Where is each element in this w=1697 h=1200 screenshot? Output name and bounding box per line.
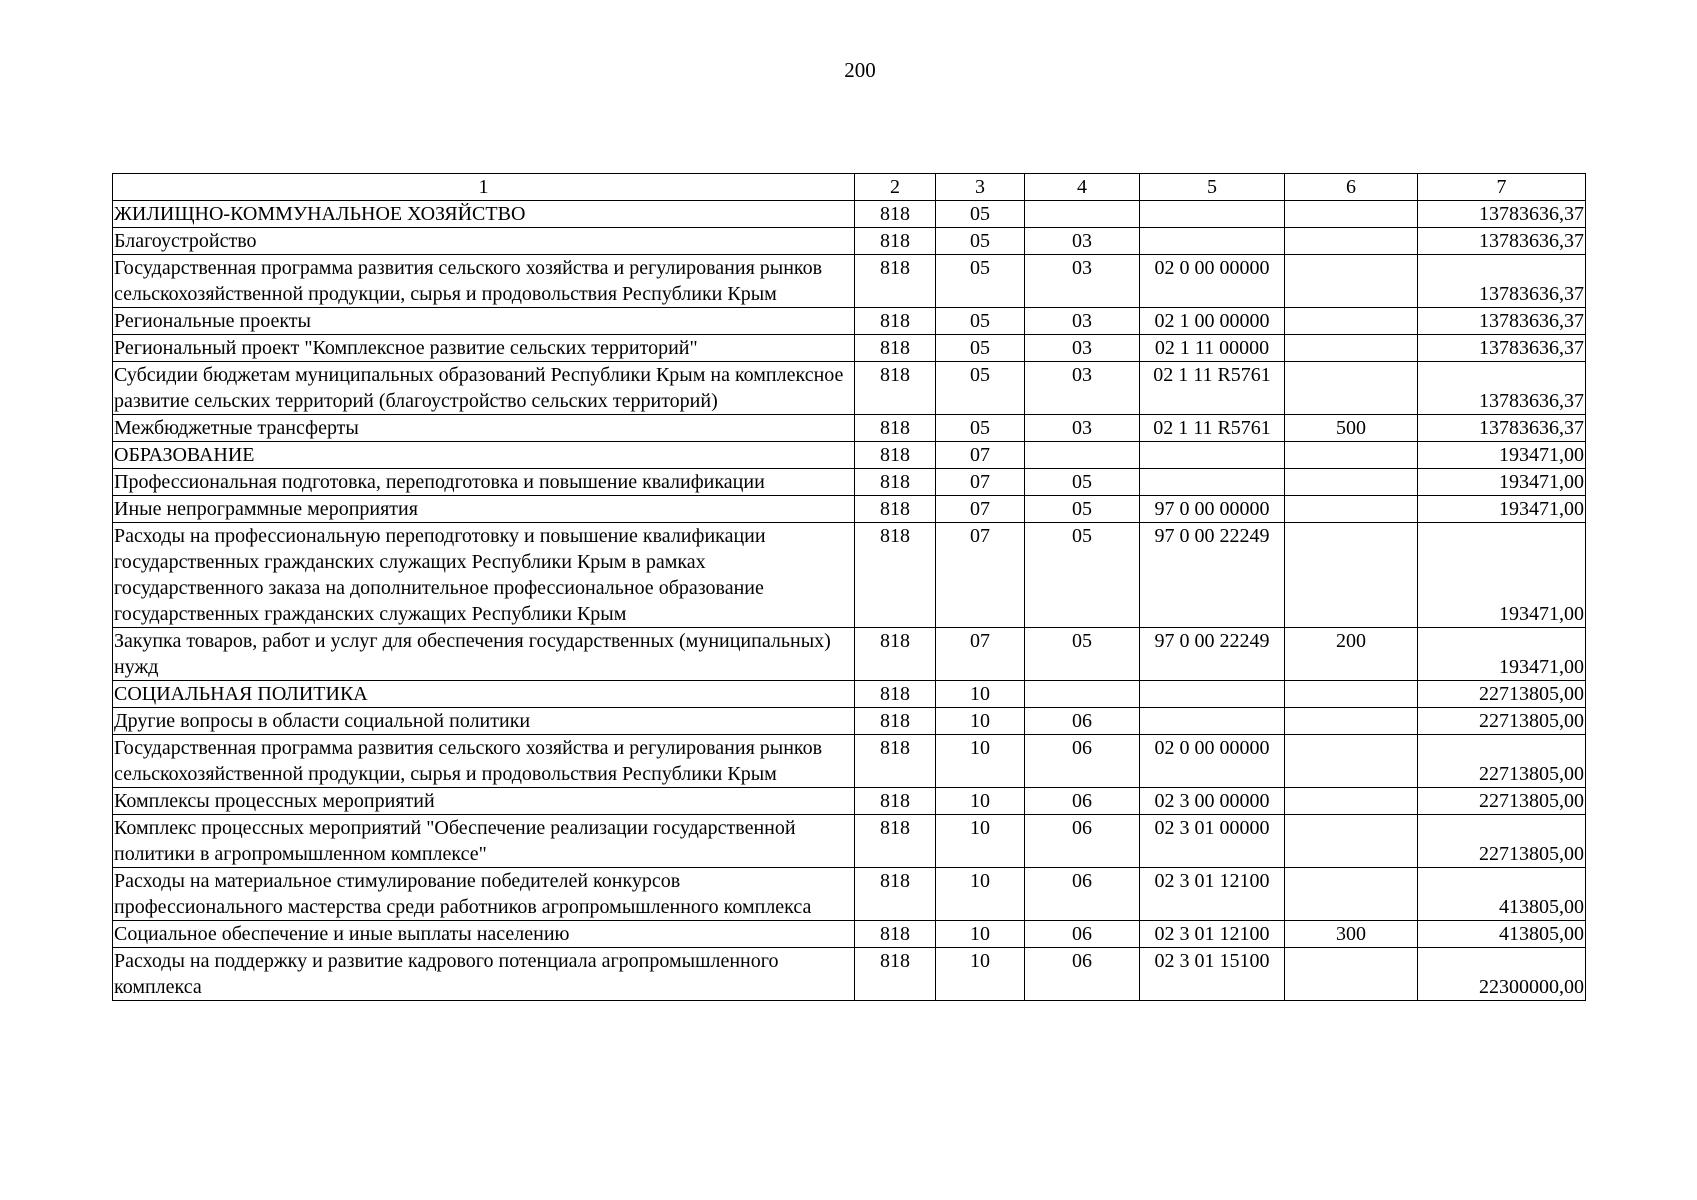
row-name-cell: Региональный проект "Комплексное развитие сельских территорий" [113,335,855,362]
amount-cell: 193471,00 [1418,496,1586,523]
section-cell: 10 [936,681,1025,708]
table-body [113,201,1586,1001]
section-cell: 05 [936,415,1025,442]
code-cell: 818 [855,948,936,1001]
table-row [113,948,1586,1001]
target-article-cell: 97 0 00 22249 [1140,628,1285,681]
subsection-cell: 05 [1025,523,1140,628]
code-cell: 818 [855,708,936,735]
header-row [113,174,1586,201]
expense-type-cell [1285,948,1418,1001]
section-cell: 07 [936,523,1025,628]
subsection-cell: 03 [1025,415,1140,442]
target-article-cell [1140,469,1285,496]
row-name-cell: ЖИЛИЩНО-КОММУНАЛЬНОЕ ХОЗЯЙСТВО [113,201,855,228]
expense-type-cell [1285,815,1418,868]
row-name-cell: Расходы на поддержку и развитие кадрового потенциала агропромышленного комплекса [113,948,855,1001]
row-name-cell: Другие вопросы в области социальной политики [113,708,855,735]
table-row [113,788,1586,815]
code-cell: 818 [855,735,936,788]
code-cell: 818 [855,255,936,308]
code-cell: 818 [855,496,936,523]
code-cell: 818 [855,681,936,708]
header-cell: 3 [936,174,1025,201]
table-row [113,735,1586,788]
expense-type-cell [1285,255,1418,308]
row-name-cell: Государственная программа развития сельского хозяйства и регулирования рынков сельскохозяйственной продукции, сырья и продовольствия Республики Крым [113,735,855,788]
subsection-cell: 05 [1025,496,1140,523]
subsection-cell: 03 [1025,362,1140,415]
section-cell: 07 [936,469,1025,496]
table-row [113,628,1586,681]
target-article-cell: 02 0 00 00000 [1140,255,1285,308]
table-row [113,681,1586,708]
subsection-cell: 06 [1025,708,1140,735]
row-name-cell: Закупка товаров, работ и услуг для обеспечения государственных (муниципальных) нужд [113,628,855,681]
target-article-cell: 02 1 00 00000 [1140,308,1285,335]
page-number: 200 [844,58,876,82]
amount-cell: 22713805,00 [1418,815,1586,868]
section-cell: 10 [936,735,1025,788]
amount-cell: 193471,00 [1418,442,1586,469]
target-article-cell: 97 0 00 00000 [1140,496,1285,523]
amount-cell: 22713805,00 [1418,681,1586,708]
expense-type-cell: 500 [1285,415,1418,442]
section-cell: 10 [936,815,1025,868]
expense-type-cell [1285,335,1418,362]
amount-cell: 22713805,00 [1418,788,1586,815]
row-name-cell: СОЦИАЛЬНАЯ ПОЛИТИКА [113,681,855,708]
table-row [113,255,1586,308]
amount-cell: 22300000,00 [1418,948,1586,1001]
table-row [113,708,1586,735]
target-article-cell [1140,228,1285,255]
section-cell: 05 [936,308,1025,335]
table-row [113,308,1586,335]
subsection-cell: 06 [1025,921,1140,948]
target-article-cell: 02 3 01 12100 [1140,921,1285,948]
amount-cell: 13783636,37 [1418,415,1586,442]
table-row [113,496,1586,523]
section-cell: 05 [936,335,1025,362]
table-row [113,921,1586,948]
section-cell: 10 [936,921,1025,948]
expense-type-cell [1285,442,1418,469]
table-row [113,335,1586,362]
target-article-cell: 02 3 01 00000 [1140,815,1285,868]
header-cell: 6 [1285,174,1418,201]
amount-cell: 22713805,00 [1418,735,1586,788]
section-cell: 07 [936,628,1025,681]
expense-type-cell [1285,362,1418,415]
subsection-cell [1025,442,1140,469]
code-cell: 818 [855,415,936,442]
amount-cell: 13783636,37 [1418,308,1586,335]
table-row [113,415,1586,442]
header-cell: 4 [1025,174,1140,201]
table-row [113,201,1586,228]
row-name-cell: Благоустройство [113,228,855,255]
header-cell: 7 [1418,174,1586,201]
section-cell: 10 [936,868,1025,921]
expense-type-cell [1285,523,1418,628]
section-cell: 10 [936,788,1025,815]
target-article-cell [1140,201,1285,228]
header-cell: 1 [113,174,855,201]
amount-cell: 13783636,37 [1418,335,1586,362]
code-cell: 818 [855,201,936,228]
target-article-cell: 02 3 01 12100 [1140,868,1285,921]
target-article-cell [1140,708,1285,735]
row-name-cell: Расходы на материальное стимулирование победителей конкурсов профессионального мастерства среди работников агропромышленного комплекса [113,868,855,921]
row-name-cell: Профессиональная подготовка, переподготовка и повышение квалификации [113,469,855,496]
code-cell: 818 [855,362,936,415]
target-article-cell: 02 3 00 00000 [1140,788,1285,815]
code-cell: 818 [855,442,936,469]
code-cell: 818 [855,868,936,921]
table-row [113,442,1586,469]
amount-cell: 13783636,37 [1418,228,1586,255]
amount-cell: 193471,00 [1418,523,1586,628]
subsection-cell: 05 [1025,628,1140,681]
expense-type-cell [1285,308,1418,335]
row-name-cell: Комплексы процессных мероприятий [113,788,855,815]
subsection-cell: 06 [1025,788,1140,815]
expense-type-cell [1285,868,1418,921]
budget-table [112,173,1586,1001]
target-article-cell [1140,442,1285,469]
table-row [113,868,1586,921]
expense-type-cell: 300 [1285,921,1418,948]
target-article-cell: 02 1 11 00000 [1140,335,1285,362]
code-cell: 818 [855,523,936,628]
amount-cell: 22713805,00 [1418,708,1586,735]
expense-type-cell [1285,201,1418,228]
table-row [113,523,1586,628]
section-cell: 07 [936,496,1025,523]
subsection-cell: 03 [1025,308,1140,335]
expense-type-cell [1285,735,1418,788]
row-name-cell: Комплекс процессных мероприятий "Обеспечение реализации государственной политики в агропромышленном комплексе" [113,815,855,868]
target-article-cell: 02 1 11 R5761 [1140,415,1285,442]
row-name-cell: Региональные проекты [113,308,855,335]
row-name-cell: Иные непрограммные мероприятия [113,496,855,523]
subsection-cell: 03 [1025,228,1140,255]
code-cell: 818 [855,308,936,335]
section-cell: 05 [936,255,1025,308]
subsection-cell: 03 [1025,335,1140,362]
subsection-cell: 06 [1025,735,1140,788]
code-cell: 818 [855,815,936,868]
subsection-cell: 03 [1025,255,1140,308]
amount-cell: 13783636,37 [1418,255,1586,308]
row-name-cell: Расходы на профессиональную переподготовку и повышение квалификации государственных гражданских служащих Республики Крым в рамках государственного заказа на дополнительное профессиональное образование государственных гражданских служащих Республики Крым [113,523,855,628]
code-cell: 818 [855,335,936,362]
table-row [113,815,1586,868]
subsection-cell [1025,201,1140,228]
subsection-cell: 06 [1025,868,1140,921]
subsection-cell: 05 [1025,469,1140,496]
table-row [113,228,1586,255]
section-cell: 05 [936,362,1025,415]
amount-cell: 193471,00 [1418,469,1586,496]
code-cell: 818 [855,228,936,255]
subsection-cell: 06 [1025,815,1140,868]
expense-type-cell [1285,469,1418,496]
section-cell: 05 [936,201,1025,228]
target-article-cell: 02 0 00 00000 [1140,735,1285,788]
section-cell: 05 [936,228,1025,255]
subsection-cell: 06 [1025,948,1140,1001]
code-cell: 818 [855,921,936,948]
row-name-cell: ОБРАЗОВАНИЕ [113,442,855,469]
section-cell: 07 [936,442,1025,469]
amount-cell: 193471,00 [1418,628,1586,681]
amount-cell: 13783636,37 [1418,201,1586,228]
section-cell: 10 [936,708,1025,735]
target-article-cell: 02 3 01 15100 [1140,948,1285,1001]
expense-type-cell [1285,496,1418,523]
target-article-cell: 02 1 11 R5761 [1140,362,1285,415]
expense-type-cell [1285,788,1418,815]
expense-type-cell [1285,228,1418,255]
table-row [113,469,1586,496]
row-name-cell: Межбюджетные трансферты [113,415,855,442]
expense-type-cell [1285,681,1418,708]
target-article-cell: 97 0 00 22249 [1140,523,1285,628]
amount-cell: 413805,00 [1418,921,1586,948]
subsection-cell [1025,681,1140,708]
table-row [113,362,1586,415]
code-cell: 818 [855,628,936,681]
amount-cell: 413805,00 [1418,868,1586,921]
header-cell: 5 [1140,174,1285,201]
row-name-cell: Субсидии бюджетам муниципальных образований Республики Крым на комплексное развитие сельских территорий (благоустройство сельских территорий) [113,362,855,415]
header-cell: 2 [855,174,936,201]
section-cell: 10 [936,948,1025,1001]
code-cell: 818 [855,469,936,496]
expense-type-cell: 200 [1285,628,1418,681]
code-cell: 818 [855,788,936,815]
row-name-cell: Государственная программа развития сельского хозяйства и регулирования рынков сельскохозяйственной продукции, сырья и продовольствия Республики Крым [113,255,855,308]
expense-type-cell [1285,708,1418,735]
amount-cell: 13783636,37 [1418,362,1586,415]
row-name-cell: Социальное обеспечение и иные выплаты населению [113,921,855,948]
target-article-cell [1140,681,1285,708]
